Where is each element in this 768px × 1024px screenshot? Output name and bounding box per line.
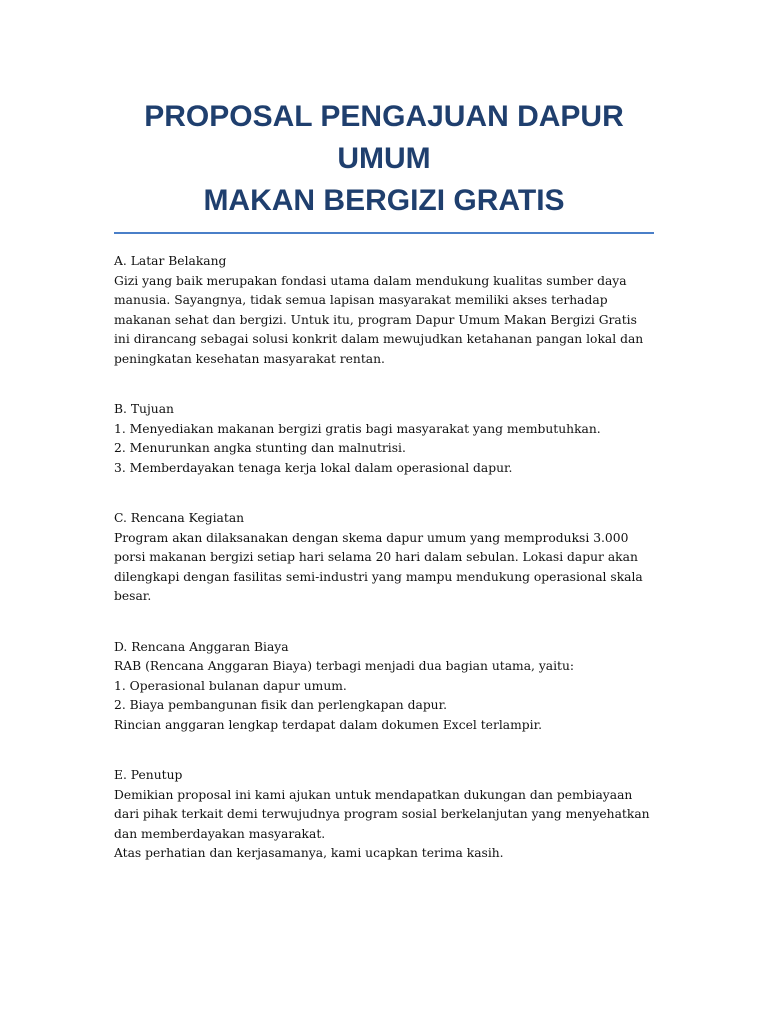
section-penutup [114, 766, 654, 864]
list-item: 3. Memberdayakan tenaga kerja lokal dalam operasional dapur. [114, 460, 513, 475]
document-page [114, 96, 654, 895]
section-rencana-kegiatan [114, 509, 654, 607]
list-item: 2. Menurunkan angka stunting dan malnutrisi. [114, 441, 406, 455]
section-heading: E. Penutup [114, 768, 183, 782]
list-item: 2. Biaya pembangunan fisik dan perlengkapan dapur. [114, 698, 448, 712]
section-paragraph: Program akan dilaksanakan dengan skema dapur umum yang memproduksi 3.000 porsi makanan bergizi setiap hari selama 20 hari dalam sebulan. Lokasi dapur akan dilengkapi dengan fasilitas semi-industri yang mampu mendukung operasional skala besar. [114, 530, 643, 603]
document-title [114, 96, 654, 234]
list-item: 1. Operasional bulanan dapur umum. [114, 678, 347, 693]
section-paragraph: Atas perhatian dan kerjasamanya, kami ucapkan terima kasih. [114, 846, 504, 860]
section-paragraph: Demikian proposal ini kami ajukan untuk mendapatkan dukungan dan pembiayaan dari pihak terkait demi terwujudnya program sosial berkelanjutan yang menyehatkan dan memberdayakan masyarakat. [114, 787, 650, 841]
section-heading: D. Rencana Anggaran Biaya [114, 639, 289, 654]
document-body [114, 252, 654, 864]
section-tujuan [114, 400, 654, 478]
section-paragraph: RAB (Rencana Anggaran Biaya) terbagi menjadi dua bagian utama, yaitu: [114, 659, 575, 673]
document-title-line-1: PROPOSAL PENGAJUAN DAPUR UMUM [144, 100, 624, 175]
section-heading: A. Latar Belakang [114, 254, 227, 268]
section-rencana-anggaran-biaya [114, 638, 654, 736]
section-paragraph: Rincian anggaran lengkap terdapat dalam dokumen Excel terlampir. [114, 717, 543, 732]
section-heading: B. Tujuan [114, 402, 174, 416]
document-title-line-2: MAKAN BERGIZI GRATIS [203, 184, 565, 217]
list-item: 1. Menyediakan makanan bergizi gratis bagi masyarakat yang membutuhkan. [114, 421, 601, 436]
section-heading: C. Rencana Kegiatan [114, 511, 245, 525]
section-latar-belakang [114, 252, 654, 369]
section-paragraph: Gizi yang baik merupakan fondasi utama dalam mendukung kualitas sumber daya manusia. Sayangnya, tidak semua lapisan masyarakat memiliki akses terhadap makanan sehat dan bergizi. Untuk itu, program Dapur Umum Makan Bergizi Gratis ini dirancang sebagai solusi konkrit dalam mewujudkan ketahanan pangan lokal dan peningkatan kesehatan masyarakat rentan. [114, 273, 644, 366]
